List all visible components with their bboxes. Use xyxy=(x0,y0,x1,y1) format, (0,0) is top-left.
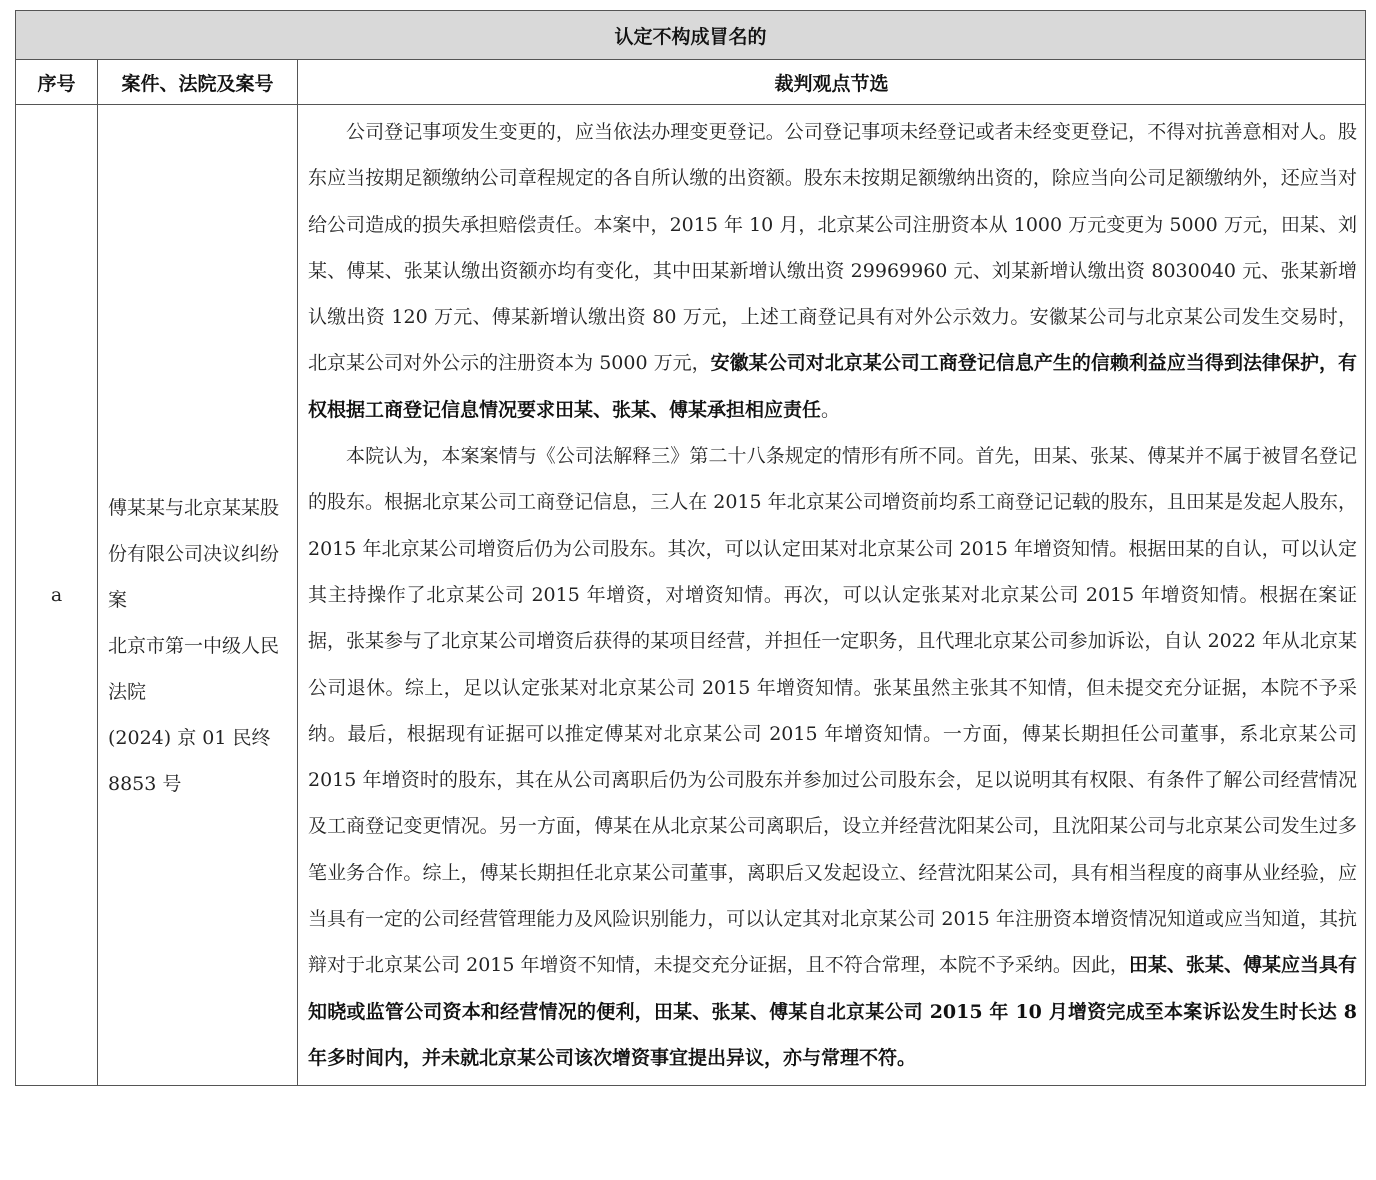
case-number: (2024) 京 01 民终 8853 号 xyxy=(108,727,271,795)
paragraph-1-text: 公司登记事项发生变更的，应当依法办理变更登记。公司登记事项未经登记或者未经变更登记，不得对抗善意相对人。股东应当按期足额缴纳公司章程规定的各自所认缴的出资额。股东未按期足额缴纳出资的，除应当向公司足额缴纳外，还应当对给公司造成的损失承担赔偿责任。本案中，2015 年 10 月，北京某公司注册资本从 1000 万元变更为 5000 万元，田某、刘某、傅某、张某认缴出资额亦均有变化，其中田某新增认缴出资 29969960 元、刘某新增认缴出资 8030040 元、张某新增认缴出资 120 万元、傅某新增认缴出资 80 万元，上述工商登记具有对外公示效力。安徽某公司与北京某公司发生交易时，北京某公司对外公示的注册资本为 5000 万元， xyxy=(308,121,1358,375)
header-view: 裁判观点节选 xyxy=(298,60,1366,105)
table-title-row xyxy=(16,11,1366,60)
table-title: 认定不构成冒名的 xyxy=(16,11,1366,60)
view-paragraph-1 xyxy=(308,109,1357,433)
table-row xyxy=(16,105,1366,1086)
header-case: 案件、法院及案号 xyxy=(98,60,298,105)
case-name: 傅某某与北京某某股份有限公司决议纠纷案 xyxy=(108,497,280,611)
view-paragraph-2 xyxy=(308,433,1357,1081)
header-seq: 序号 xyxy=(16,60,98,105)
table-header-row xyxy=(16,60,1366,105)
court-name: 北京市第一中级人民法院 xyxy=(108,635,280,703)
paragraph-2-text: 本院认为，本案案情与《公司法解释三》第二十八条规定的情形有所不同。首先，田某、张某、傅某并不属于被冒名登记的股东。根据北京某公司工商登记信息，三人在 2015 年北京某公司增资前均系工商登记记载的股东，且田某是发起人股东，2015 年北京某公司增资后仍为公司股东。其次，可以认定田某对北京某公司 2015 年增资知情。根据田某的自认，可以认定其主持操作了北京某公司 2015 年增资，对增资知情。再次，可以认定张某对北京某公司 2015 年增资知情。根据在案证据，张某参与了北京某公司增资后获得的某项目经营，并担任一定职务，且代理北京某公司参加诉讼，自认 2022 年从北京某公司退休。综上，足以认定张某对北京某公司 2015 年增资知情。张某虽然主张其不知情，但未提交充分证据，本院不予采纳。最后，根据现有证据可以推定傅某对北京某公司 2015 年增资知情。一方面，傅某长期担任公司董事，系北京某公司 2015 年增资时的股东，其在从公司离职后仍为公司股东并参加过公司股东会，足以说明其有权限、有条件了解公司经营情况及工商登记变更情况。另一方面，傅某在从北京某公司离职后，设立并经营沈阳某公司，且沈阳某公司与北京某公司发生过多笔业务合作。综上，傅某长期担任北京某公司董事，离职后又发起设立、经营沈阳某公司，具有相当程度的商事从业经验，应当具有一定的公司经营管理能力及风险识别能力，可以认定其对北京某公司 2015 年注册资本增资情况知道或应当知道，其抗辩对于北京某公司 2015 年增资不知情，未提交充分证据，且不符合常理，本院不予采纳。因此， xyxy=(308,445,1358,977)
paragraph-1-emphasis: 安徽某公司对北京某公司工商登记信息产生的信赖利益应当得到法律保护，有权根据工商登记信息情况要求田某、张某、傅某承担相应责任 xyxy=(308,352,1358,421)
paragraph-2-emphasis: 田某、张某、傅某应当具有知晓或监管公司资本和经营情况的便利，田某、张某、傅某自北京某公司 2015 年 10 月增资完成至本案诉讼发生时长达 8 年多时间内，并未就北京某公司该次增资事宜提出异议，亦与常理不符。 xyxy=(308,954,1358,1069)
judgment-table xyxy=(15,10,1366,1086)
judgment-table-container xyxy=(15,10,1365,1086)
row-seq: a xyxy=(16,105,98,1086)
row-case xyxy=(98,105,298,1086)
row-view xyxy=(298,105,1366,1086)
paragraph-1-tail: 。 xyxy=(821,398,841,421)
